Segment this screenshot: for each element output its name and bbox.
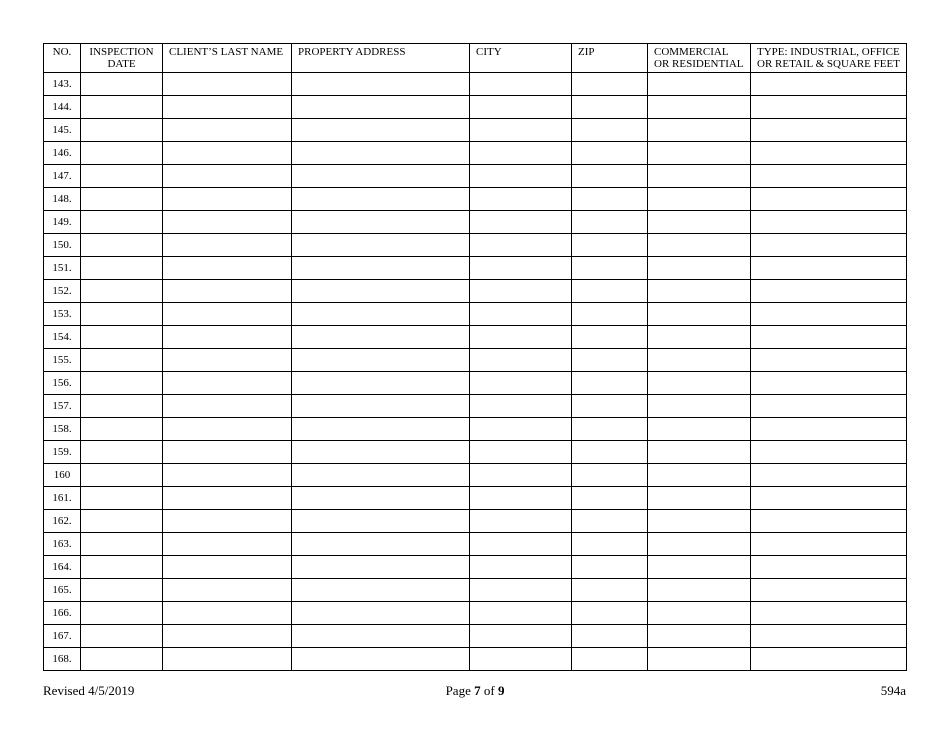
property-address-cell[interactable] [292,648,470,671]
property-address-cell[interactable] [292,96,470,119]
type-square-feet-cell[interactable] [751,280,907,303]
table-row [44,464,907,487]
table-row [44,372,907,395]
property-address-cell[interactable] [292,326,470,349]
header-commercial-or-residential: COMMERCIAL OR RESIDENTIAL [648,44,751,73]
property-address-cell[interactable] [292,579,470,602]
inspection-date-cell[interactable] [81,556,163,579]
inspection-date-cell[interactable] [81,96,163,119]
row-number: 156. [44,372,81,395]
commercial-residential-cell[interactable] [648,395,751,418]
inspection-log-table [43,43,907,671]
inspection-date-cell[interactable] [81,464,163,487]
row-number: 146. [44,142,81,165]
property-address-cell[interactable] [292,165,470,188]
city-cell[interactable] [470,73,572,96]
property-address-cell[interactable] [292,602,470,625]
row-number: 144. [44,96,81,119]
row-number: 168. [44,648,81,671]
header-inspection-date: INSPECTION DATE [81,44,163,73]
zip-cell[interactable] [572,142,648,165]
city-cell[interactable] [470,533,572,556]
type-square-feet-cell[interactable] [751,556,907,579]
table-row [44,625,907,648]
table-row [44,441,907,464]
row-number: 143. [44,73,81,96]
zip-cell[interactable] [572,648,648,671]
table-row [44,96,907,119]
client-last-name-cell[interactable] [163,625,292,648]
row-number: 165. [44,579,81,602]
client-last-name-cell[interactable] [163,579,292,602]
city-cell[interactable] [470,349,572,372]
header-type-square-feet: TYPE: INDUSTRIAL, OFFICE OR RETAIL & SQUARE FEET [751,44,907,73]
city-cell[interactable] [470,487,572,510]
inspection-date-cell[interactable] [81,510,163,533]
row-number: 150. [44,234,81,257]
zip-cell[interactable] [572,349,648,372]
type-square-feet-cell[interactable] [751,441,907,464]
commercial-residential-cell[interactable] [648,533,751,556]
city-cell[interactable] [470,556,572,579]
type-square-feet-cell[interactable] [751,188,907,211]
client-last-name-cell[interactable] [163,142,292,165]
property-address-cell[interactable] [292,211,470,234]
zip-cell[interactable] [572,602,648,625]
zip-cell[interactable] [572,96,648,119]
property-address-cell[interactable] [292,510,470,533]
table-row [44,579,907,602]
property-address-cell[interactable] [292,303,470,326]
type-square-feet-cell[interactable] [751,96,907,119]
commercial-residential-cell[interactable] [648,234,751,257]
row-number: 167. [44,625,81,648]
table-row [44,234,907,257]
type-square-feet-cell[interactable] [751,510,907,533]
client-last-name-cell[interactable] [163,602,292,625]
city-cell[interactable] [470,395,572,418]
property-address-cell[interactable] [292,349,470,372]
type-square-feet-cell[interactable] [751,73,907,96]
zip-cell[interactable] [572,487,648,510]
city-cell[interactable] [470,119,572,142]
inspection-date-cell[interactable] [81,234,163,257]
inspection-date-cell[interactable] [81,372,163,395]
city-cell[interactable] [470,602,572,625]
city-cell[interactable] [470,188,572,211]
client-last-name-cell[interactable] [163,326,292,349]
table-row [44,73,907,96]
table-row [44,395,907,418]
row-number: 164. [44,556,81,579]
zip-cell[interactable] [572,303,648,326]
commercial-residential-cell[interactable] [648,441,751,464]
city-cell[interactable] [470,418,572,441]
type-square-feet-cell[interactable] [751,349,907,372]
table-row [44,556,907,579]
client-last-name-cell[interactable] [163,533,292,556]
table-row [44,211,907,234]
commercial-residential-cell[interactable] [648,556,751,579]
zip-cell[interactable] [572,211,648,234]
table-row [44,326,907,349]
property-address-cell[interactable] [292,280,470,303]
row-number: 147. [44,165,81,188]
city-cell[interactable] [470,234,572,257]
city-cell[interactable] [470,648,572,671]
zip-cell[interactable] [572,257,648,280]
row-number: 160 [44,464,81,487]
commercial-residential-cell[interactable] [648,119,751,142]
row-number: 154. [44,326,81,349]
table-row [44,510,907,533]
property-address-cell[interactable] [292,464,470,487]
commercial-residential-cell[interactable] [648,142,751,165]
type-square-feet-cell[interactable] [751,648,907,671]
inspection-date-cell[interactable] [81,648,163,671]
row-number: 158. [44,418,81,441]
inspection-date-cell[interactable] [81,326,163,349]
commercial-residential-cell[interactable] [648,579,751,602]
inspection-date-cell[interactable] [81,533,163,556]
type-square-feet-cell[interactable] [751,625,907,648]
property-address-cell[interactable] [292,73,470,96]
zip-cell[interactable] [572,73,648,96]
property-address-cell[interactable] [292,487,470,510]
inspection-date-cell[interactable] [81,211,163,234]
type-square-feet-cell[interactable] [751,579,907,602]
type-square-feet-cell[interactable] [751,602,907,625]
client-last-name-cell[interactable] [163,280,292,303]
inspection-date-cell[interactable] [81,602,163,625]
zip-cell[interactable] [572,510,648,533]
row-number: 166. [44,602,81,625]
client-last-name-cell[interactable] [163,303,292,326]
zip-cell[interactable] [572,533,648,556]
city-cell[interactable] [470,303,572,326]
commercial-residential-cell[interactable] [648,257,751,280]
property-address-cell[interactable] [292,625,470,648]
client-last-name-cell[interactable] [163,234,292,257]
zip-cell[interactable] [572,464,648,487]
table-row [44,533,907,556]
type-square-feet-cell[interactable] [751,211,907,234]
type-square-feet-cell[interactable] [751,372,907,395]
commercial-residential-cell[interactable] [648,188,751,211]
type-square-feet-cell[interactable] [751,165,907,188]
table-header-row [44,44,907,73]
client-last-name-cell[interactable] [163,372,292,395]
property-address-cell[interactable] [292,395,470,418]
city-cell[interactable] [470,280,572,303]
inspection-date-cell[interactable] [81,303,163,326]
inspection-date-cell[interactable] [81,165,163,188]
zip-cell[interactable] [572,326,648,349]
table-row [44,165,907,188]
type-square-feet-cell[interactable] [751,234,907,257]
client-last-name-cell[interactable] [163,395,292,418]
client-last-name-cell[interactable] [163,510,292,533]
inspection-date-cell[interactable] [81,280,163,303]
client-last-name-cell[interactable] [163,165,292,188]
type-square-feet-cell[interactable] [751,119,907,142]
header-city: CITY [470,44,572,73]
table-body [44,73,907,671]
inspection-date-cell[interactable] [81,625,163,648]
type-square-feet-cell[interactable] [751,303,907,326]
inspection-date-cell[interactable] [81,257,163,280]
page-number: Page 7 of 9 [445,683,505,698]
table-row [44,188,907,211]
row-number: 162. [44,510,81,533]
table-row [44,142,907,165]
type-square-feet-cell[interactable] [751,257,907,280]
city-cell[interactable] [470,142,572,165]
property-address-cell[interactable] [292,142,470,165]
table-row [44,648,907,671]
commercial-residential-cell[interactable] [648,487,751,510]
table-row [44,119,907,142]
commercial-residential-cell[interactable] [648,625,751,648]
inspection-date-cell[interactable] [81,142,163,165]
city-cell[interactable] [470,625,572,648]
commercial-residential-cell[interactable] [648,464,751,487]
city-cell[interactable] [470,326,572,349]
table-row [44,280,907,303]
table-row [44,303,907,326]
inspection-date-cell[interactable] [81,487,163,510]
table-row [44,418,907,441]
type-square-feet-cell[interactable] [751,418,907,441]
inspection-date-cell[interactable] [81,418,163,441]
client-last-name-cell[interactable] [163,211,292,234]
property-address-cell[interactable] [292,533,470,556]
header-zip: ZIP [572,44,648,73]
row-number: 148. [44,188,81,211]
zip-cell[interactable] [572,441,648,464]
commercial-residential-cell[interactable] [648,372,751,395]
row-number: 145. [44,119,81,142]
form-id: 594a [880,683,906,698]
row-number: 152. [44,280,81,303]
client-last-name-cell[interactable] [163,418,292,441]
city-cell[interactable] [470,441,572,464]
client-last-name-cell[interactable] [163,349,292,372]
city-cell[interactable] [470,579,572,602]
client-last-name-cell[interactable] [163,556,292,579]
row-number: 157. [44,395,81,418]
zip-cell[interactable] [572,418,648,441]
type-square-feet-cell[interactable] [751,487,907,510]
property-address-cell[interactable] [292,418,470,441]
type-square-feet-cell[interactable] [751,142,907,165]
property-address-cell[interactable] [292,556,470,579]
inspection-date-cell[interactable] [81,349,163,372]
zip-cell[interactable] [572,556,648,579]
zip-cell[interactable] [572,165,648,188]
inspection-date-cell[interactable] [81,441,163,464]
property-address-cell[interactable] [292,257,470,280]
type-square-feet-cell[interactable] [751,464,907,487]
city-cell[interactable] [470,96,572,119]
row-number: 153. [44,303,81,326]
commercial-residential-cell[interactable] [648,73,751,96]
row-number: 159. [44,441,81,464]
inspection-date-cell[interactable] [81,188,163,211]
city-cell[interactable] [470,372,572,395]
client-last-name-cell[interactable] [163,96,292,119]
city-cell[interactable] [470,165,572,188]
zip-cell[interactable] [572,119,648,142]
table-row [44,257,907,280]
row-number: 149. [44,211,81,234]
property-address-cell[interactable] [292,372,470,395]
header-property-address: PROPERTY ADDRESS [292,44,470,73]
commercial-residential-cell[interactable] [648,303,751,326]
client-last-name-cell[interactable] [163,257,292,280]
zip-cell[interactable] [572,372,648,395]
type-square-feet-cell[interactable] [751,395,907,418]
row-number: 155. [44,349,81,372]
zip-cell[interactable] [572,625,648,648]
inspection-date-cell[interactable] [81,119,163,142]
zip-cell[interactable] [572,280,648,303]
type-square-feet-cell[interactable] [751,533,907,556]
property-address-cell[interactable] [292,119,470,142]
commercial-residential-cell[interactable] [648,326,751,349]
commercial-residential-cell[interactable] [648,165,751,188]
commercial-residential-cell[interactable] [648,510,751,533]
commercial-residential-cell[interactable] [648,349,751,372]
zip-cell[interactable] [572,579,648,602]
client-last-name-cell[interactable] [163,73,292,96]
city-cell[interactable] [470,464,572,487]
client-last-name-cell[interactable] [163,487,292,510]
commercial-residential-cell[interactable] [648,211,751,234]
row-number: 163. [44,533,81,556]
property-address-cell[interactable] [292,234,470,257]
row-number: 161. [44,487,81,510]
city-cell[interactable] [470,211,572,234]
inspection-date-cell[interactable] [81,73,163,96]
city-cell[interactable] [470,510,572,533]
inspection-date-cell[interactable] [81,395,163,418]
property-address-cell[interactable] [292,441,470,464]
commercial-residential-cell[interactable] [648,602,751,625]
zip-cell[interactable] [572,234,648,257]
type-square-feet-cell[interactable] [751,326,907,349]
inspection-date-cell[interactable] [81,579,163,602]
client-last-name-cell[interactable] [163,119,292,142]
client-last-name-cell[interactable] [163,188,292,211]
property-address-cell[interactable] [292,188,470,211]
row-number: 151. [44,257,81,280]
client-last-name-cell[interactable] [163,441,292,464]
revised-date: Revised 4/5/2019 [43,683,135,698]
zip-cell[interactable] [572,395,648,418]
commercial-residential-cell[interactable] [648,648,751,671]
zip-cell[interactable] [572,188,648,211]
city-cell[interactable] [470,257,572,280]
table-row [44,349,907,372]
header-no: NO. [44,44,81,73]
client-last-name-cell[interactable] [163,464,292,487]
commercial-residential-cell[interactable] [648,280,751,303]
table-row [44,487,907,510]
header-client-last-name: CLIENT’S LAST NAME [163,44,292,73]
table-row [44,602,907,625]
commercial-residential-cell[interactable] [648,96,751,119]
client-last-name-cell[interactable] [163,648,292,671]
commercial-residential-cell[interactable] [648,418,751,441]
